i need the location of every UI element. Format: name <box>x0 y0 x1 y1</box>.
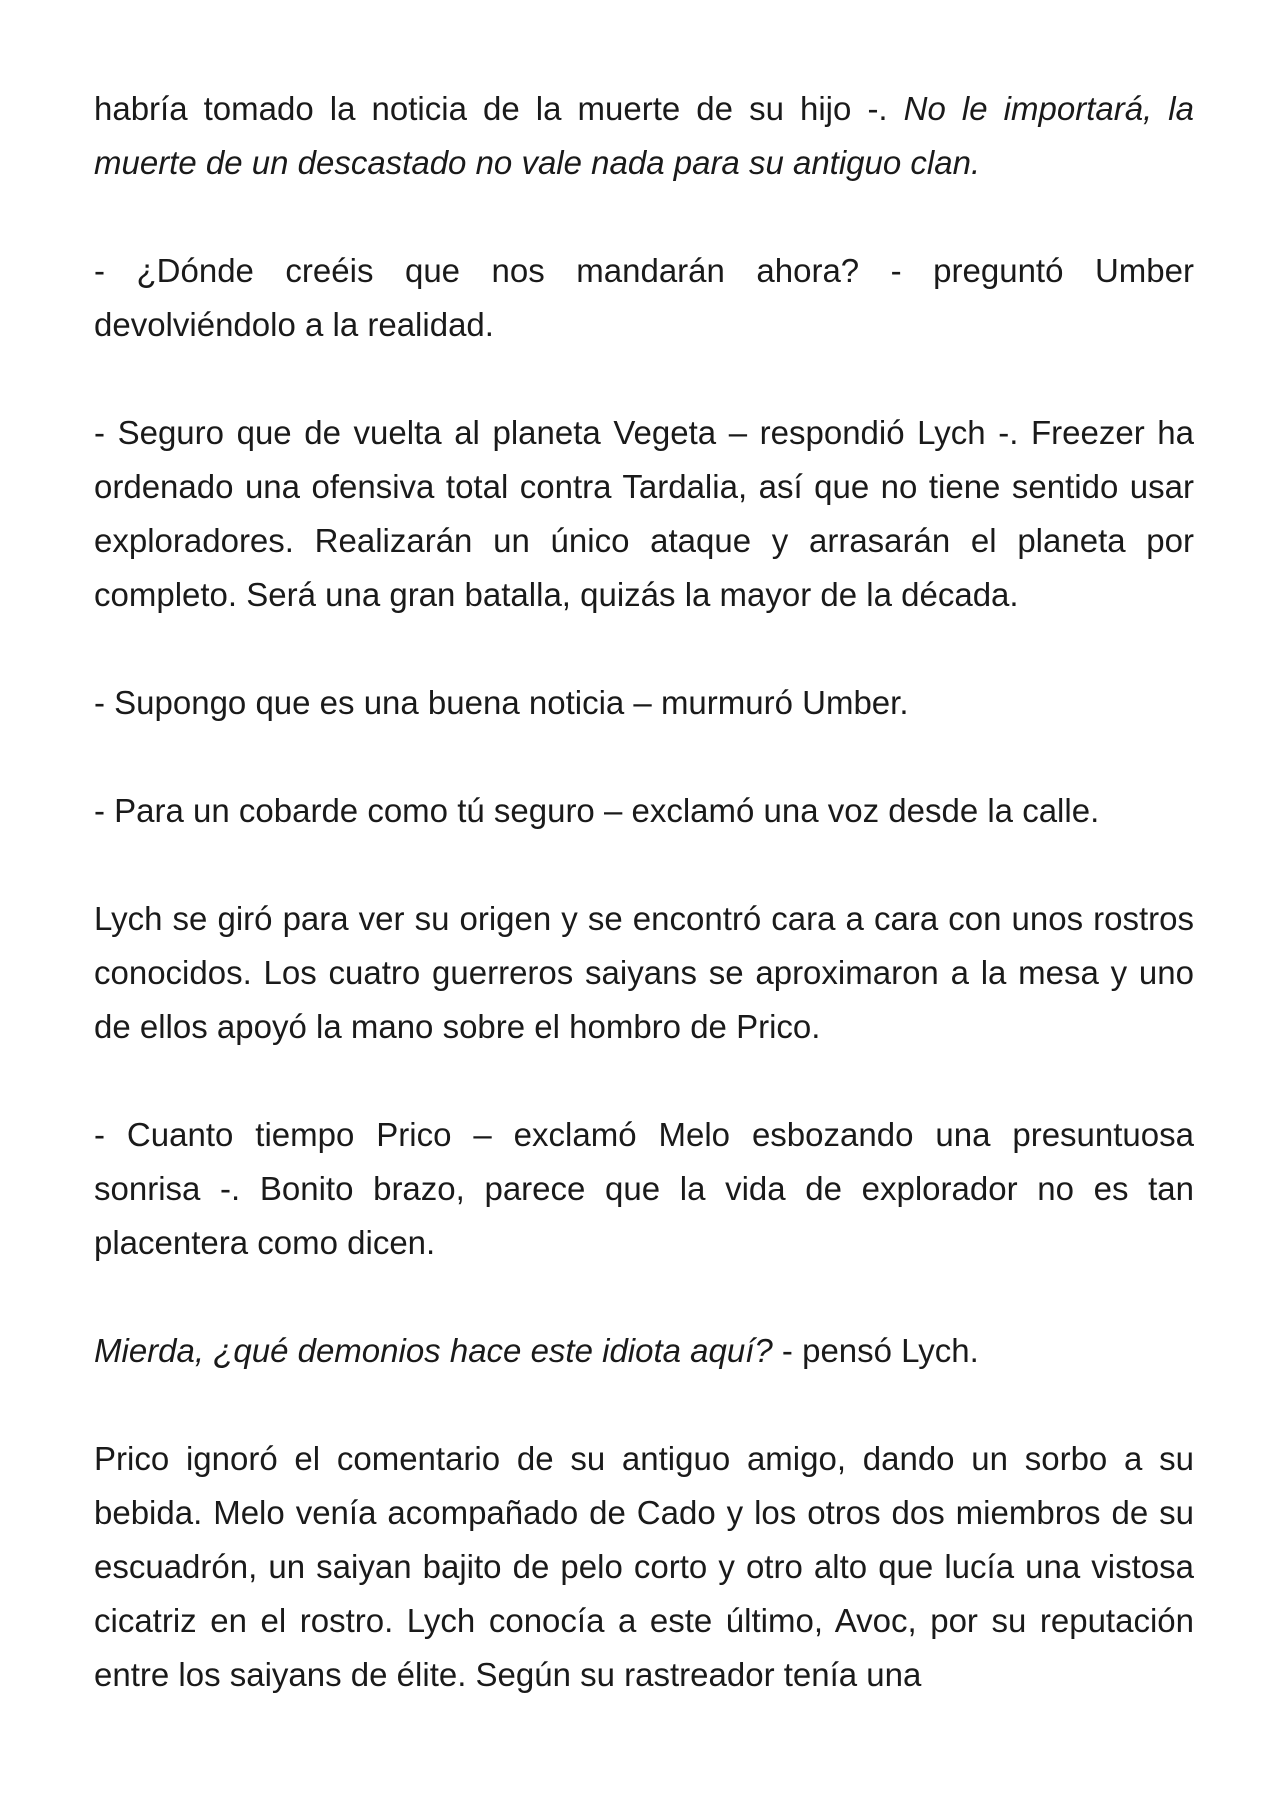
text-run: - Cuanto tiempo Prico – exclamó Melo esbozando una presuntuosa sonrisa -. Bonito brazo, parece que la vida de explorador no es tan placentera como dicen. <box>94 1116 1194 1261</box>
page-text <box>94 82 1194 1702</box>
text-run: - pensó Lych. <box>772 1332 979 1369</box>
text-run: - Seguro que de vuelta al planeta Vegeta – respondió Lych -. Freezer ha ordenado una ofensiva total contra Tardalia, así que no tiene sentido usar exploradores. Realizarán un único ataque y arrasarán el planeta por completo. Será una gran batalla, quizás la mayor de la década. <box>94 414 1194 613</box>
paragraph-6 <box>94 892 1194 1054</box>
paragraph-3 <box>94 406 1194 622</box>
text-run: - ¿Dónde creéis que nos mandarán ahora? - preguntó Umber devolviéndolo a la realidad. <box>94 252 1194 343</box>
text-run: habría tomado la noticia de la muerte de su hijo -. <box>94 90 904 127</box>
paragraph-7 <box>94 1108 1194 1270</box>
paragraph-2 <box>94 244 1194 352</box>
text-run: - Para un cobarde como tú seguro – exclamó una voz desde la calle. <box>94 792 1100 829</box>
paragraph-5 <box>94 784 1194 838</box>
paragraph-8 <box>94 1324 1194 1378</box>
text-run: - Supongo que es una buena noticia – murmuró Umber. <box>94 684 909 721</box>
italic-text-run: No le importará, la muerte de un descastado no vale nada para su antiguo clan. <box>94 90 1194 181</box>
text-run: Prico ignoró el comentario de su antiguo amigo, dando un sorbo a su bebida. Melo venía acompañado de Cado y los otros dos miembros de su escuadrón, un saiyan bajito de pelo corto y otro alto que lucía una vistosa cicatriz en el rostro. Lych conocía a este último, Avoc, por su reputación entre los saiyans de élite. Según su rastreador tenía una <box>94 1440 1194 1693</box>
paragraph-9 <box>94 1432 1194 1702</box>
paragraph-1 <box>94 82 1194 190</box>
text-run: Lych se giró para ver su origen y se encontró cara a cara con unos rostros conocidos. Los cuatro guerreros saiyans se aproximaron a la mesa y uno de ellos apoyó la mano sobre el hombro de Prico. <box>94 900 1194 1045</box>
italic-text-run: Mierda, ¿qué demonios hace este idiota aquí? <box>94 1332 773 1369</box>
paragraph-4 <box>94 676 1194 730</box>
